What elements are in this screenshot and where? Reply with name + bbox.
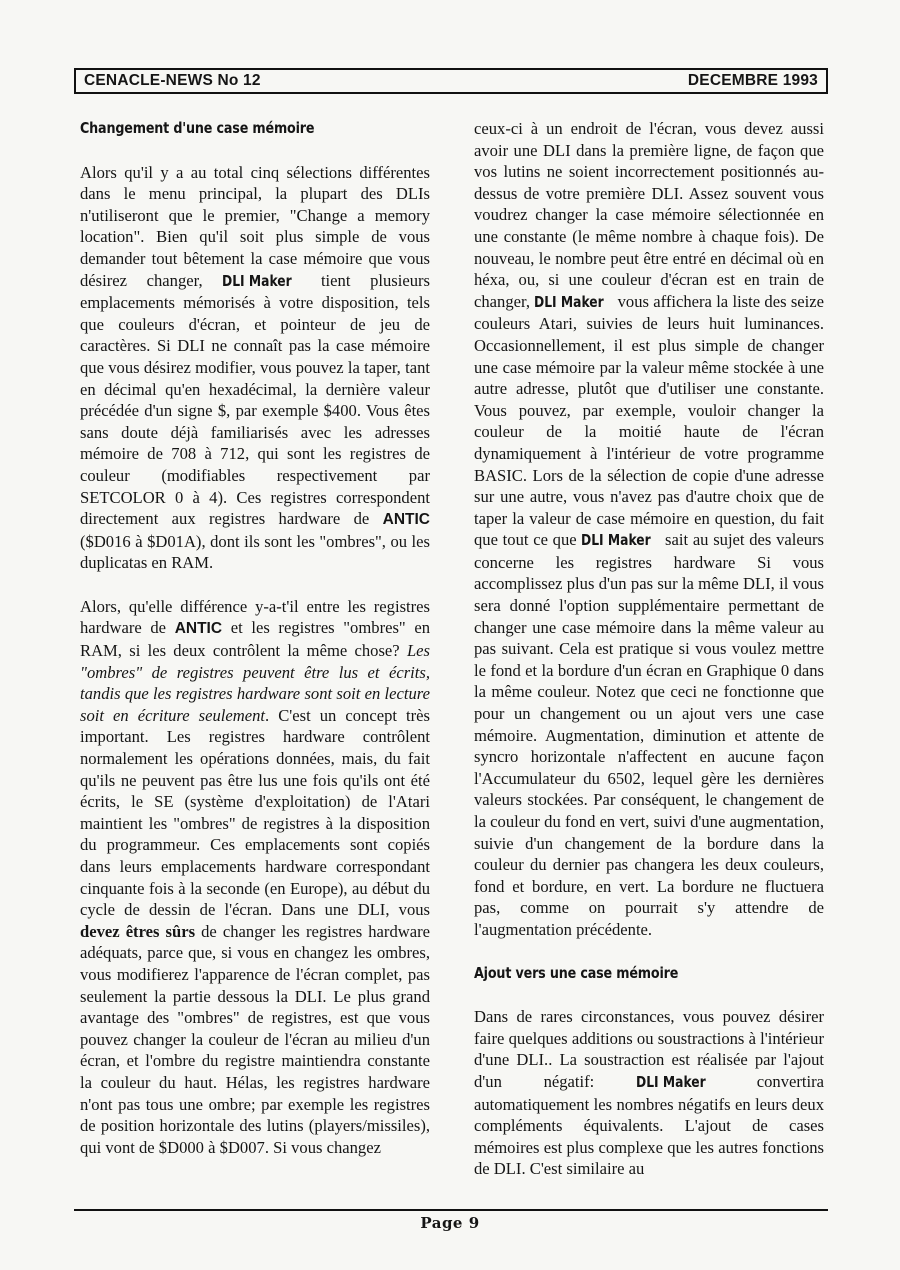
brand-antic: ANTIC bbox=[174, 620, 223, 638]
page-number: Page 9 bbox=[420, 1214, 480, 1232]
right-column bbox=[474, 118, 824, 1202]
brand-dli-maker: DLI Maker bbox=[636, 1072, 706, 1091]
paragraph-continuation bbox=[474, 118, 824, 941]
text-run: . C'est un concept très important. Les registres hardware contrôlent normalement les opérations données, mais, du fait qu'ils ne peuvent pas être lus une fois qu'ils ont été écrits, le SE (système d'exploitation) de l'Atari maintient les "ombres" de registres à la disposition du programmeur. Ces emplacements sont copiés dans leurs emplacements hardware correspondant cinquante fois à la seconde (en Europe), au début du cycle de dessin de l'écran. Dans une DLI, vous bbox=[80, 705, 430, 920]
text-run: et les registres "ombres" en RAM, si les deux contrôlent la même chose? bbox=[80, 618, 430, 661]
page-header bbox=[74, 68, 828, 94]
text-run: ceux-ci à un endroit de l'écran, vous devez aussi avoir une DLI dans la première ligne, de façon que vos lutins ne soient incorrectement positionnés au-dessus de votre première DLI. Assez souvent vous voudrez changer la case mémoire sélectionnée en une constante (le même nombre à chaque fois). De nouveau, le nombre peut être entré en décimal où en héxa, ou, si une couleur d'écran est en train de changer, bbox=[474, 119, 824, 311]
paragraph-shadow-registers bbox=[80, 596, 430, 1158]
section-heading-add-memory: Ajout vers une case mémoire bbox=[474, 964, 679, 982]
text-run: Dans de rares circonstances, vous pouvez désirer faire quelques additions ou soustractions à l'intérieur d'une DLI.. La soustraction est réalisée par l'ajout d'un négatif: bbox=[474, 1007, 824, 1091]
text-run: sait au sujet des valeurs concerne les registres hardware Si vous accomplissez plus d'un pas sur la même DLI, il vous sera donné l'option supplémentaire permettant de changer une case mémoire dans la même valeur au pas suivant. Cela est pratique si vous voulez mettre le fond et la bordure d'un écran en Graphique 0 dans la même couleur. Notez que ceci ne fonctionne que pour un changement ou un ajout vers une case mémoire. Augmentation, diminution et attente de syncro horizontale n'affectent en aucune façon l'Accumulateur du 6502, lequel gère les dernières valeurs stockées. Par conséquent, le changement de la couleur du fond en vert, suivi d'une augmentation, suivie d'un changement de la bordure dans la couleur du dernier pas changera les deux couleurs, fond et bordure, en vert. La bordure ne fluctuera pas, comme on pourrait s'y attendre de l'augmentation précédente. bbox=[474, 530, 824, 939]
issue-date: DECEMBRE 1993 bbox=[687, 72, 818, 89]
bold-text: devez êtres sûrs bbox=[80, 921, 196, 941]
left-column bbox=[80, 118, 430, 1180]
text-run: tient plusieurs emplacements mémorisés à votre disposition, tels que couleurs d'écran, et pointeur de jeu de caractères. Si DLI ne connaît pas la case mémoire que vous désirez modifier, vous pouvez la taper, tant en décimal qu'en hexadécimal, la dernière valeur précédée d'un signe $, par exemple $400. Vous êtes sans doute déjà familiarisés avec les adresses mémoire de 708 à 712, qui sont les registres de couleur (modifiables respectivement par SETCOLOR 0 à 4). Ces registres correspondent directement aux registres hardware de bbox=[80, 270, 430, 529]
text-run: convertira automatiquement les nombres négatifs en leurs deux compléments équivalents. L'ajout de cases mémoires est plus complexe que les autres fonctions de DLI. C'est similaire au bbox=[474, 1071, 824, 1179]
text-run: vous affichera la liste des seize couleurs Atari, suivies de leurs huit luminances. Occasionnellement, il est plus simple de changer une case mémoire par la valeur même stockée à une autre adresse, plutôt que d'utiliser une constante. Vous pouvez, par exemple, vouloir changer la couleur de la moitié haute de l'écran dynamiquement à l'intérieur de votre programme BASIC. Lors de la sélection de copie d'une adresse sur une autre, vous n'avez pas d'autre choix que de taper la valeur de case mémoire en question, du fait que tout ce que bbox=[474, 291, 824, 550]
paragraph-intro bbox=[80, 162, 430, 574]
newsletter-title: CENACLE-NEWS No 12 bbox=[84, 72, 261, 89]
emphasis-text: Les "ombres" de registres peuvent être lus et écrits, tandis que les registres hardware sont soit en lecture soit en écriture seulement bbox=[80, 641, 430, 725]
paragraph-addition bbox=[474, 1006, 824, 1180]
brand-dli-maker: DLI Maker bbox=[222, 271, 292, 290]
text-run: de changer les registres hardware adéquats, parce que, si vous en changez les ombres, vous modifierez l'apparence de l'écran complet, pas seulement la partie dessous la DLI. Le plus grand avantage des "ombres" de registres, est que vous pouvez changer la couleur de l'écran au milieu d'un écran, et l'ombre du registre maintiendra constante la couleur du haut. Hélas, les registres hardware n'ont pas tous une ombre; par exemple les registres de position horizontale des lutins (players/missiles), qui vont de $D000 à $D007. Si vous changez bbox=[80, 921, 430, 1157]
footer-divider bbox=[74, 1209, 828, 1211]
brand-dli-maker: DLI Maker bbox=[581, 531, 652, 550]
text-run: ($D016 à $D01A), dont ils sont les "ombres", ou les duplicatas en RAM. bbox=[80, 531, 430, 573]
brand-dli-maker: DLI Maker bbox=[534, 292, 605, 311]
brand-antic: ANTIC bbox=[382, 511, 430, 529]
text-run: Alors qu'il y a au total cinq sélections différentes dans le menu principal, la plupart des DLIs n'utiliseront que le premier, "Change a memory location". Bien qu'il soit plus simple de vous demander tout bêtement la case mémoire que vous désirez changer, bbox=[80, 162, 430, 290]
text-run: Alors, qu'elle différence y-a-t'il entre les registres hardware de bbox=[80, 596, 430, 638]
section-heading-change-memory: Changement d'une case mémoire bbox=[80, 120, 315, 137]
